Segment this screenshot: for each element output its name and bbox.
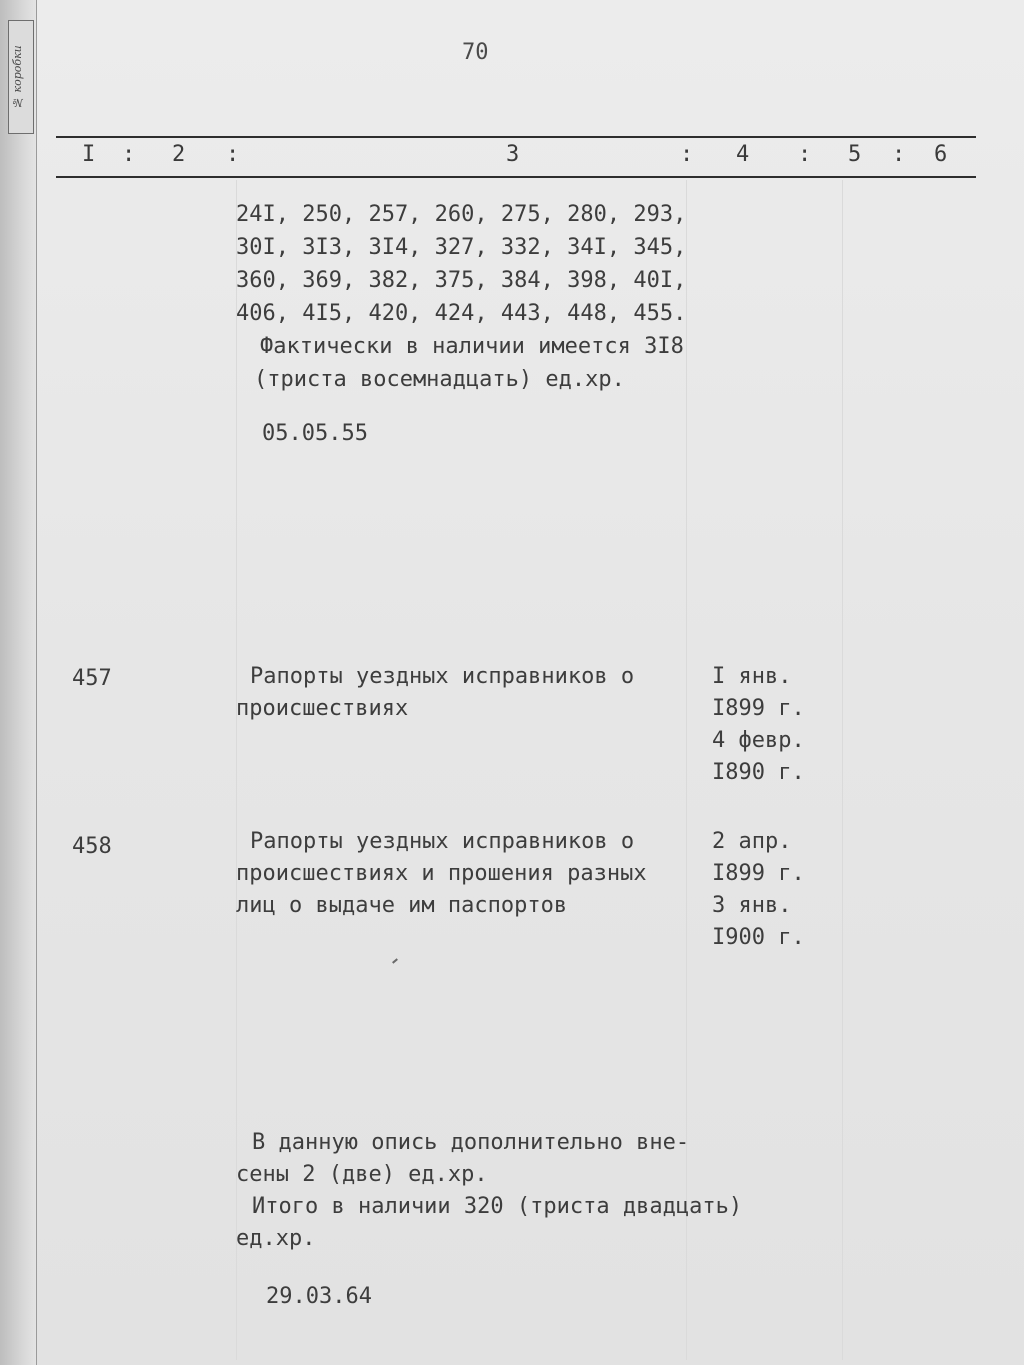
entry-title-line: лиц о выдаче им паспортов	[236, 893, 568, 918]
header-rule-top	[56, 136, 976, 138]
box-number-field	[8, 20, 34, 134]
entry-date-line: I янв.	[712, 664, 792, 689]
missing-items-line: 360, 369, 382, 375, 384, 398, 40I,	[236, 268, 687, 293]
column-separator: :	[892, 142, 906, 167]
entry-date-line: I899 г.	[712, 696, 805, 721]
entry-title-line: Рапорты уездных исправников о	[250, 829, 635, 854]
missing-items-line: 406, 4I5, 420, 424, 443, 448, 455.	[236, 301, 687, 326]
entry-date-line: I890 г.	[712, 760, 805, 785]
binding-margin	[0, 0, 37, 1365]
availability-note-line: (триста восемнадцать) ед.хр.	[254, 367, 625, 392]
entry-date-line: 3 янв.	[712, 893, 792, 918]
column-header-5: 5	[848, 142, 862, 167]
entry-title-line: происшествиях и прошения разных	[236, 861, 647, 886]
column-separator: :	[122, 142, 136, 167]
column-header-1: I	[82, 142, 96, 167]
header-rule-bottom	[56, 176, 976, 178]
column-separator: :	[680, 142, 694, 167]
page-number: 70	[462, 40, 489, 65]
addition-note-line: Итого в наличии 320 (триста двадцать)	[252, 1194, 743, 1219]
entry-title-line: Рапорты уездных исправников о	[250, 664, 635, 689]
availability-note-line: Фактически в наличии имеется 3I8	[260, 334, 684, 359]
missing-items-line: 30I, 3I3, 3I4, 327, 332, 34I, 345,	[236, 235, 687, 260]
column-guide	[842, 180, 843, 1360]
entry-number: 458	[72, 834, 112, 859]
note-date: 05.05.55	[262, 421, 368, 446]
note-date: 29.03.64	[266, 1284, 372, 1309]
entry-date-line: I899 г.	[712, 861, 805, 886]
entry-date-line: 4 февр.	[712, 728, 805, 753]
addition-note-line: сены 2 (две) ед.хр.	[236, 1162, 488, 1187]
entry-title-line: происшествиях	[236, 696, 409, 721]
box-number-label: № коробки	[11, 45, 24, 109]
missing-items-line: 24I, 250, 257, 260, 275, 280, 293,	[236, 202, 687, 227]
addition-note-line: ед.хр.	[236, 1226, 316, 1251]
entry-date-line: I900 г.	[712, 925, 805, 950]
column-header-4: 4	[736, 142, 750, 167]
column-header-6: 6	[934, 142, 948, 167]
column-header-3: 3	[506, 142, 520, 167]
column-guide	[686, 180, 687, 1360]
entry-date-line: 2 апр.	[712, 829, 792, 854]
column-separator: :	[798, 142, 812, 167]
addition-note-line: В данную опись дополнительно вне-	[252, 1130, 690, 1155]
entry-number: 457	[72, 666, 112, 691]
stray-mark	[392, 958, 398, 963]
column-header-2: 2	[172, 142, 186, 167]
column-separator: :	[226, 142, 240, 167]
